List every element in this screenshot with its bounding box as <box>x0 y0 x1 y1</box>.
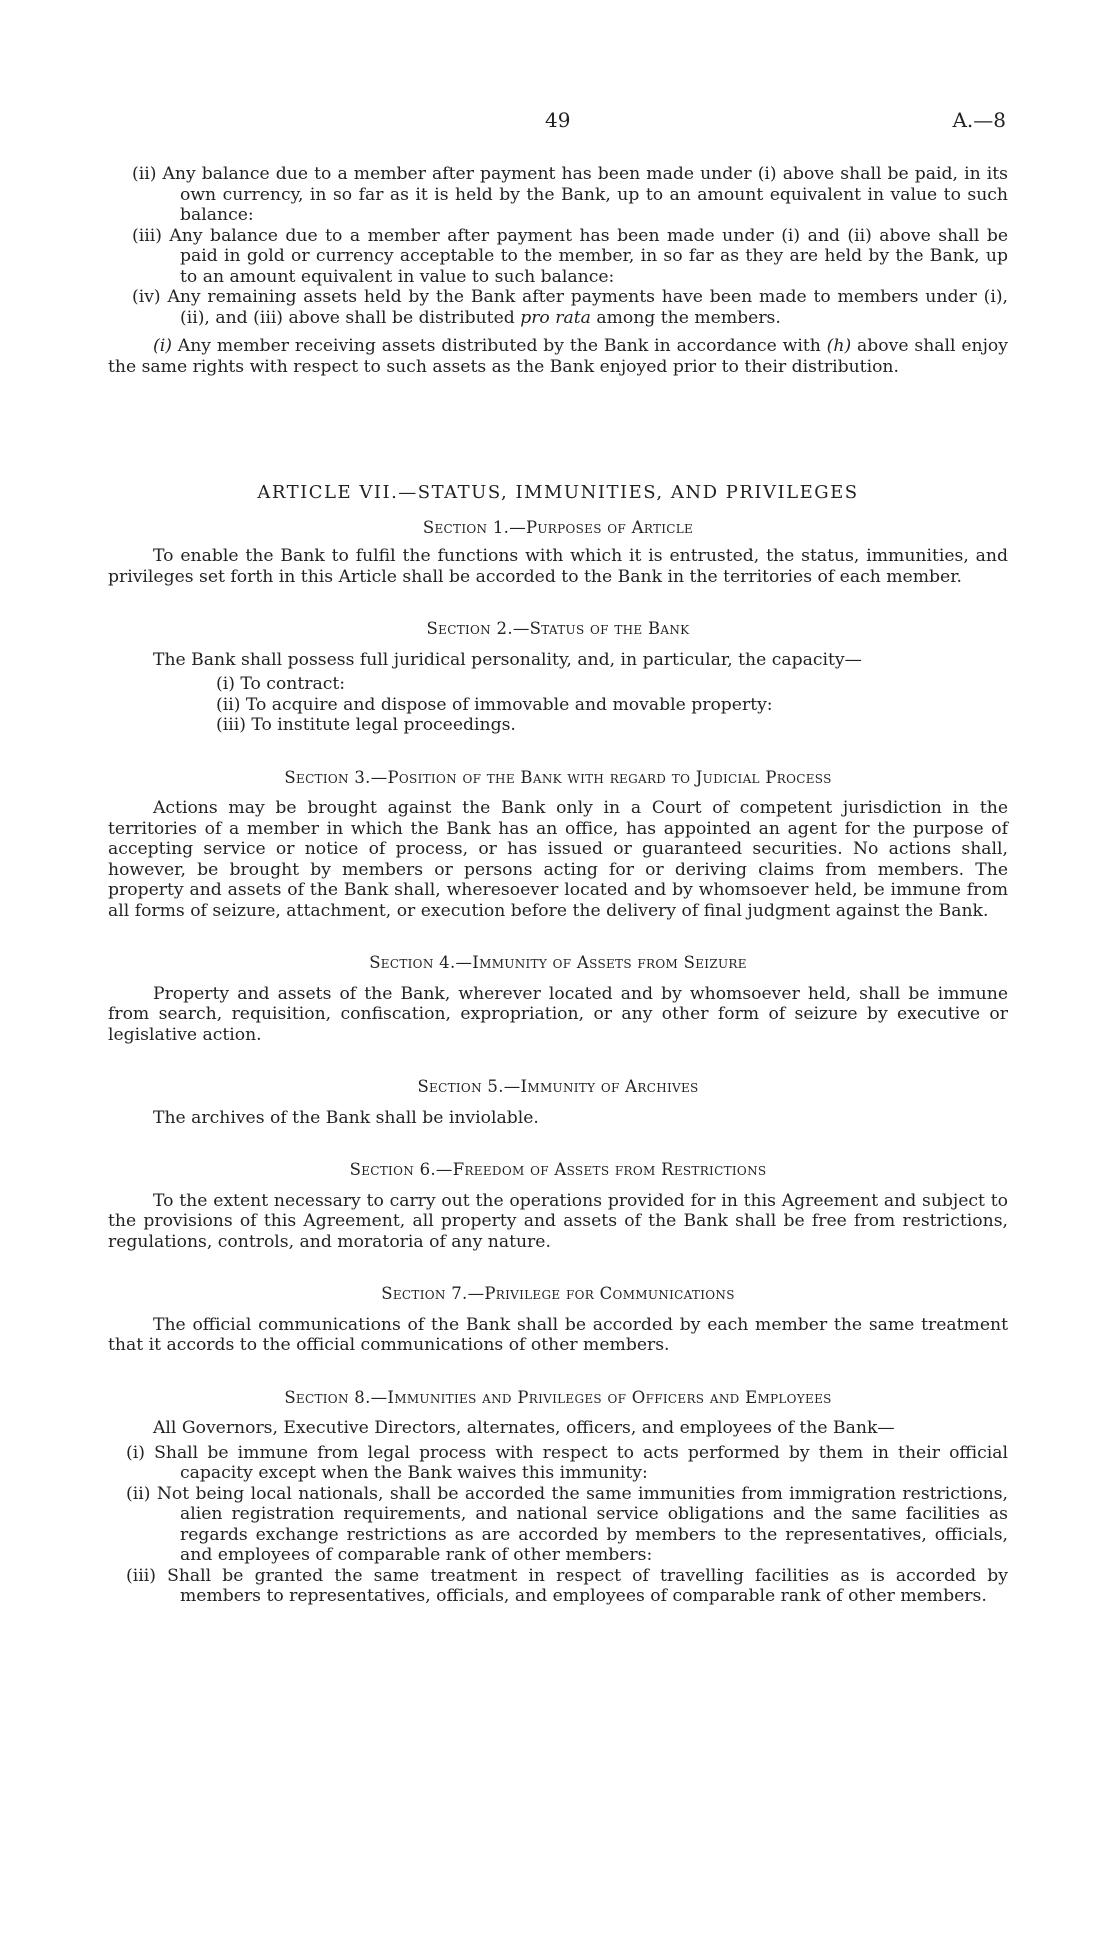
list-item: (ii) Any balance due to a member after payment has been made under (i) above shall be paid, in its own currency, in so far as it is held by the Bank, up to an amount equivalent in value to such balance: <box>132 164 1008 225</box>
section-4-text: Property and assets of the Bank, wherever located and by whomsoever held, shall be immune from search, requisition, confiscation, expropriation, or any other form of seizure by executive or legislative action. <box>108 983 1008 1045</box>
list-item: (ii) Not being local nationals, shall be accorded the same immunities from immigration restrictions, alien registration requirements, and national service obligations and the same facilities as regards exchange restrictions as are accorded by members to the representatives, officials, and employees of comparable rank of other members: <box>126 1483 1008 1565</box>
list-item: (i) Shall be immune from legal process with respect to acts performed by them in their official capacity except when the Bank waives this immunity: <box>126 1442 1008 1483</box>
list-item: (iv) Any remaining assets held by the Bank after payments have been made to members under (i), (ii), and (iii) above shall be distributed pro rata among the members. <box>132 287 1008 328</box>
list-item: (iii) To institute legal proceedings. <box>216 715 516 735</box>
section-3-title: Section 3.—Position of the Bank with regard to Judicial Process <box>284 767 832 787</box>
section-8-text: All Governors, Executive Directors, alternates, officers, and employees of the Bank— <box>153 1418 895 1438</box>
section-2-text: The Bank shall possess full juridical personality, and, in particular, the capacity— <box>153 649 862 670</box>
section-3-text: Actions may be brought against the Bank only in a Court of competent jurisdiction in the territories of a member in which the Bank has an office, has appointed an agent for the purpose of accepting service or notice of process, or has issued or guaranteed securities. No actions shall, however, be brought by members or persons acting for or deriving claims from members. The property and assets of the Bank shall, wheresoever located and by whomsoever held, be immune from all forms of seizure, attachment, or execution before the delivery of final judgment against the Bank. <box>108 798 1008 921</box>
section-6-text: To the extent necessary to carry out the operations provided for in this Agreement and subject to the provisions of this Agreement, all property and assets of the Bank shall be free from restrictions, regulations, controls, and moratoria of any nature. <box>108 1190 1008 1252</box>
document-code: A.—8 <box>952 108 1006 132</box>
list-item: (iii) Shall be granted the same treatment in respect of travelling facilities as is accorded by members to representatives, officials, and employees of comparable rank of other members. <box>126 1565 1009 1606</box>
section-5-title: Section 5.—Immunity of Archives <box>417 1077 699 1096</box>
section-2-title: Section 2.—Status of the Bank <box>426 619 690 638</box>
section-8-title: Section 8.—Immunities and Privileges of Officers and Employees <box>284 1387 832 1407</box>
page-body <box>108 164 1008 1607</box>
article-title: ARTICLE VII.—STATUS, IMMUNITIES, AND PRIVILEGES <box>257 482 859 503</box>
page-number: 49 <box>545 108 571 132</box>
page-header <box>0 108 1114 138</box>
section-4-title: Section 4.—Immunity of Assets from Seizure <box>369 953 747 972</box>
section-1-text: To enable the Bank to fulfil the functions with which it is entrusted, the status, immunities, and privileges set forth in this Article shall be accorded to the Bank in the territories of each member. <box>108 546 1008 587</box>
section-7-text: The official communications of the Bank shall be accorded by each member the same treatment that it accords to the official communications of other members. <box>108 1314 1008 1355</box>
list-item: (iii) Any balance due to a member after payment has been made under (i) and (ii) above shall be paid in gold or currency acceptable to the member, in so far as they are held by the Bank, up to an amount equivalent in value to such balance: <box>132 225 1008 287</box>
section-1-title: Section 1.—Purposes of Article <box>422 517 694 537</box>
section-7-title: Section 7.—Privilege for Communications <box>381 1284 735 1303</box>
section-6-title: Section 6.—Freedom of Assets from Restrictions <box>349 1160 767 1179</box>
paragraph-i: (i) Any member receiving assets distributed by the Bank in accordance with (h) above shall enjoy the same rights with respect to such assets as the Bank enjoyed prior to their distribution. <box>108 336 1008 377</box>
list-item: (i) To contract: <box>216 674 346 694</box>
section-5-text: The archives of the Bank shall be inviolable. <box>153 1107 539 1128</box>
list-item: (ii) To acquire and dispose of immovable and movable property: <box>216 694 773 715</box>
